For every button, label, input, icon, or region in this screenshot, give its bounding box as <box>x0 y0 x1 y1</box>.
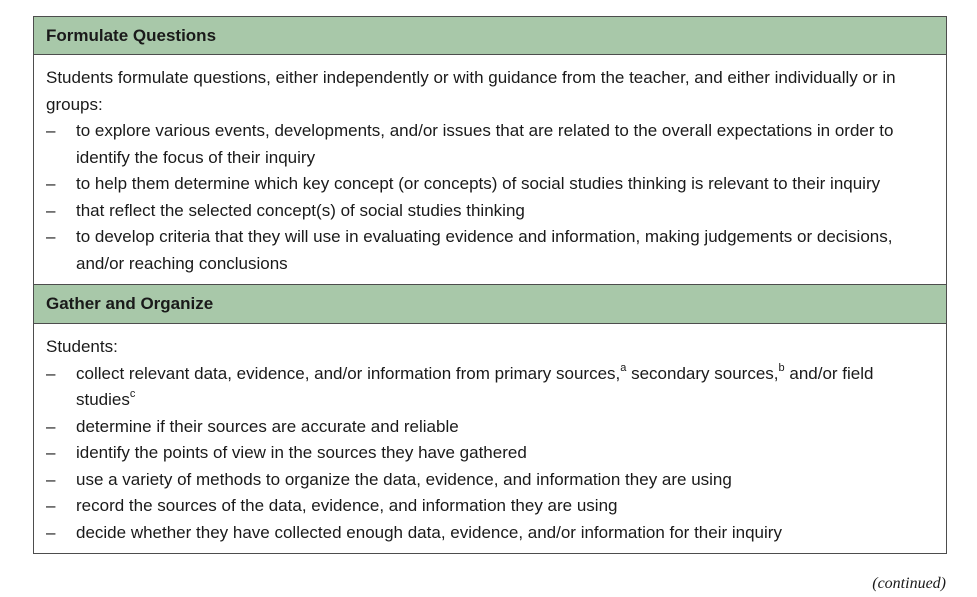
list-item <box>46 171 934 198</box>
text-part: and/or field studies <box>76 363 874 409</box>
formulate-intro: Students formulate questions, either independently or with guidance from the teacher, and either individually or in groups: <box>46 68 896 114</box>
inquiry-table <box>33 16 947 554</box>
list-item-text: record the sources of the data, evidence, and information they are using <box>76 496 618 515</box>
dash-marker: – <box>46 443 56 462</box>
list-item-text: to help them determine which key concept (or concepts) of social studies thinking is relevant to their inquiry <box>76 174 881 193</box>
dash-marker: – <box>46 496 56 515</box>
list-item-text: decide whether they have collected enough data, evidence, and/or information for their inquiry <box>76 522 782 542</box>
dash-marker: – <box>46 363 56 383</box>
dash-marker: – <box>46 174 56 193</box>
footnote-marker: c <box>129 388 136 401</box>
list-item <box>46 467 934 494</box>
gather-intro: Students: <box>46 337 118 356</box>
gather-organize-body <box>34 324 946 553</box>
list-item <box>46 198 934 225</box>
list-item-text: determine if their sources are accurate and reliable <box>76 416 459 436</box>
dash-marker: – <box>46 200 56 220</box>
list-item-text: identify the points of view in the sources they have gathered <box>76 443 527 462</box>
text-part: collect relevant data, evidence, and/or information from primary sources, <box>76 363 621 383</box>
list-item <box>46 520 934 547</box>
dash-marker: – <box>46 416 56 436</box>
list-item <box>46 224 934 277</box>
gather-organize-header <box>34 284 946 324</box>
list-item-text: to explore various events, developments, and/or issues that are related to the overall expectations in order to identify the focus of their inquiry <box>76 121 894 167</box>
list-item-text: use a variety of methods to organize the data, evidence, and information they are using <box>76 469 732 489</box>
continued-note: (continued) <box>872 575 946 592</box>
list-item <box>46 440 934 467</box>
list-item-text: that reflect the selected concept(s) of social studies thinking <box>76 200 525 220</box>
list-item <box>46 118 934 171</box>
dash-marker: – <box>46 469 56 489</box>
dash-marker: – <box>46 522 56 542</box>
formulate-questions-title: Formulate Questions <box>46 25 217 45</box>
list-item <box>46 361 934 414</box>
gather-organize-title: Gather and Organize <box>46 294 214 313</box>
list-item-text <box>76 361 874 410</box>
list-item <box>46 414 934 441</box>
formulate-questions-body <box>34 55 946 284</box>
footnote-marker: a <box>620 361 627 374</box>
list-item-text: to develop criteria that they will use in evaluating evidence and information, making judgements or decisions, and/or reaching conclusions <box>76 227 893 273</box>
gather-list <box>46 361 934 547</box>
list-item <box>46 493 934 520</box>
footnote-marker: b <box>778 361 785 374</box>
text-part: secondary sources, <box>626 363 779 383</box>
formulate-questions-header <box>34 17 946 55</box>
formulate-list <box>46 118 934 277</box>
dash-marker: – <box>46 121 56 140</box>
dash-marker: – <box>46 227 56 246</box>
